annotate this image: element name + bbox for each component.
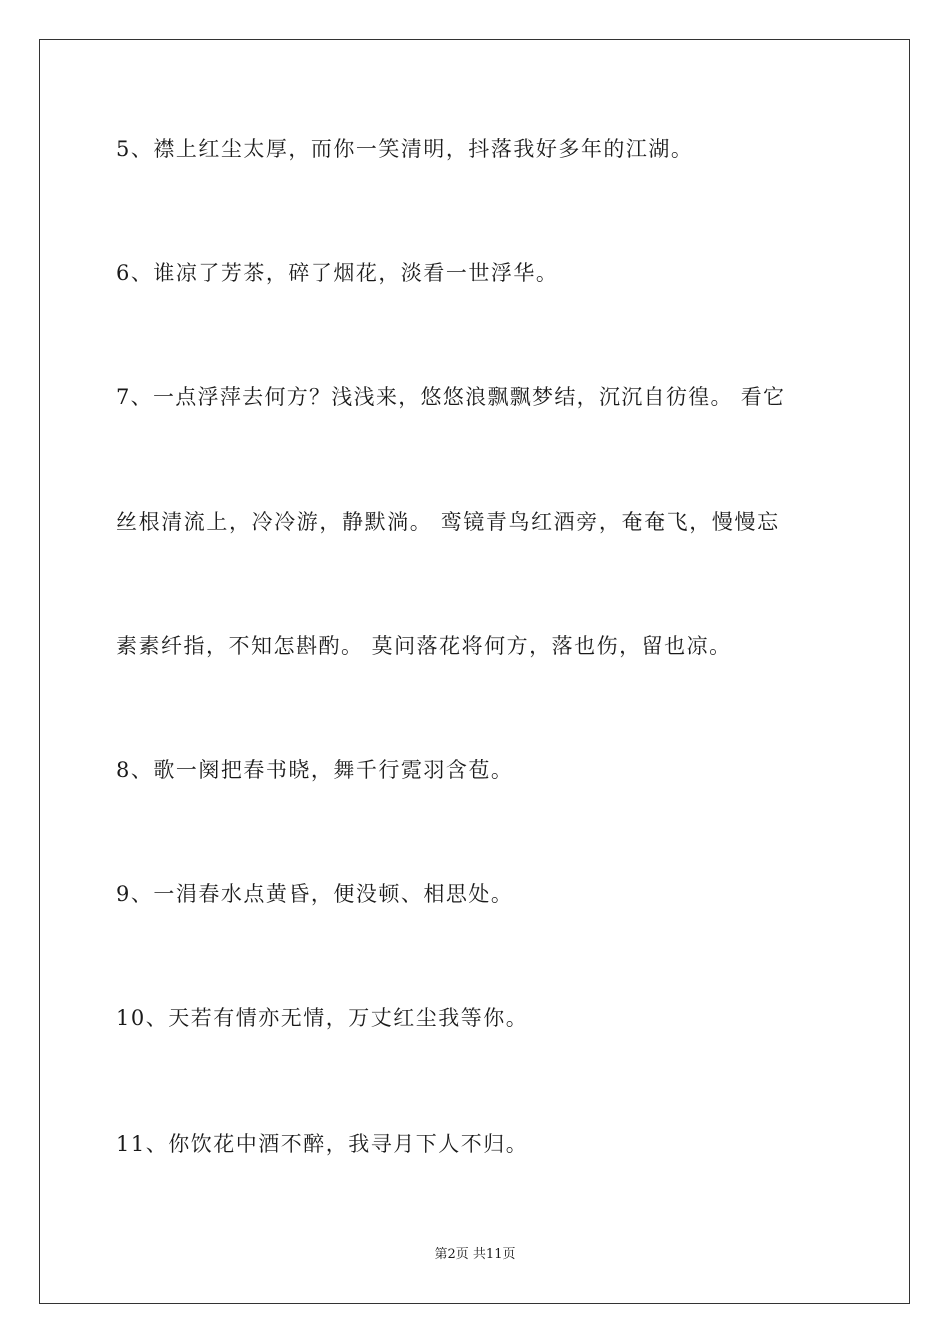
- text-line: 9、一涓春水点黄昏，便没顿、相思处。: [116, 882, 514, 906]
- text-line: 素素纤指，不知怎斟酌。 莫问落花将何方，落也伤，留也凉。: [116, 634, 732, 658]
- text-line: 丝根清流上，冷冷游，静默淌。 鸾镜青鸟红酒旁，奄奄飞，慢慢忘: [116, 510, 780, 534]
- text-line: 6、谁凉了芳茶，碎了烟花，淡看一世浮华。: [116, 261, 559, 285]
- text-line: 8、歌一阕把春书晓，舞千行霓羽含苞。: [116, 758, 514, 782]
- text-line: 5、襟上红尘太厚，而你一笑清明，抖落我好多年的江湖。: [116, 137, 694, 161]
- text-line: 7、一点浮萍去何方？浅浅来，悠悠浪飘飘梦结，沉沉自彷徨。 看它: [116, 385, 786, 409]
- text-line: 10、天若有情亦无情，万丈红尘我等你。: [116, 1006, 529, 1030]
- page-border: [39, 39, 910, 1304]
- text-line: 11、你饮花中酒不醉，我寻月下人不归。: [116, 1132, 529, 1156]
- page-footer: 第2页 共11页: [434, 1247, 516, 1262]
